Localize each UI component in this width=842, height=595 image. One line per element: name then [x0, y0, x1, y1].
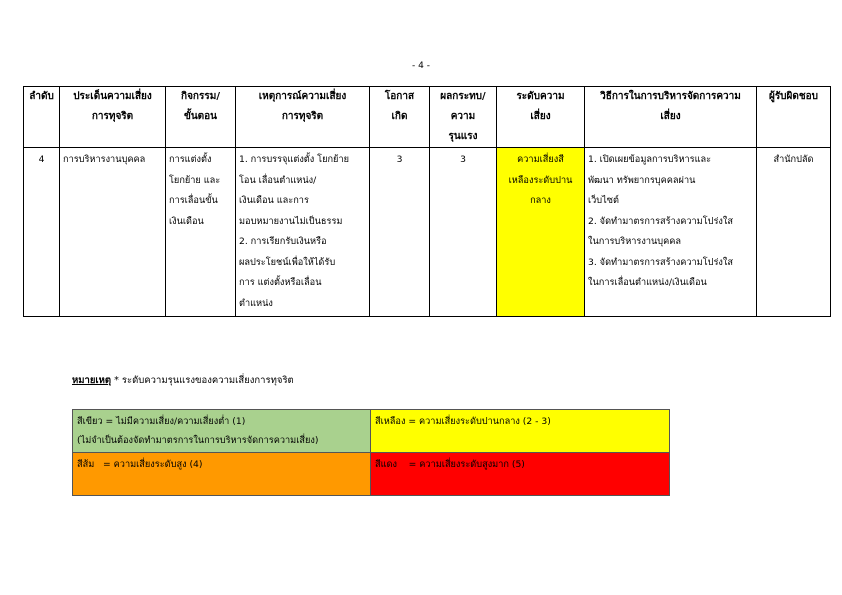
legend-orange: สีส้ม = ความเสี่ยงระดับสูง (4) [73, 453, 371, 496]
cell-no: 4 [24, 148, 60, 317]
cell-likelihood: 3 [370, 148, 430, 317]
legend-green: สีเขียว = ไม่มีความเสี่ยง/ความเสี่ยงต่ำ (1) (ไม่จำเป็นต้องจัดทำมาตรการในการบริหารจัดการความเสี่ยง) [73, 410, 371, 453]
cell-responsible: สำนักปลัด [757, 148, 831, 317]
cell-risk-level: ความเสี่ยงสี เหลืองระดับปาน กลาง [497, 148, 585, 317]
table-header-row [24, 87, 831, 148]
header-no: ลำดับ [24, 87, 60, 148]
cell-management: 1. เปิดเผยข้อมูลการบริหารและ พัฒนา ทรัพยากรบุคคลผ่าน เว็บไซต์ 2. จัดทำมาตรการสร้างความโปร่งใส ในการบริหารงานบุคคล 3. จัดทำมาตรการสร้างความโปร่งใส ในการเลื่อนตำแหน่ง/เงินเดือน [585, 148, 757, 317]
header-activity: กิจกรรม/ ขั้นตอน [166, 87, 236, 148]
header-issue: ประเด็นความเสี่ยง การทุจริต [60, 87, 166, 148]
header-risk-level: ระดับความ เสี่ยง [497, 87, 585, 148]
note-label: หมายเหตุ [72, 375, 112, 386]
header-impact: ผลกระทบ/ ความ รุนแรง [430, 87, 497, 148]
risk-legend [72, 409, 670, 496]
page-number: - 4 - [412, 61, 430, 71]
header-responsible: ผู้รับผิดชอบ [757, 87, 831, 148]
header-management: วิธีการในการบริหารจัดการความ เสี่ยง [585, 87, 757, 148]
note [72, 373, 294, 388]
cell-event: 1. การบรรจุแต่งตั้ง โยกย้าย โอน เลื่อนตำแหน่ง/ เงินเดือน และการ มอบหมายงานไม่เป็นธรรม 2. การเรียกรับเงินหรือ ผลประโยชน์เพื่อให้ได้รับ การ แต่งตั้งหรือเลื่อน ตำแหน่ง [236, 148, 370, 317]
header-likelihood: โอกาส เกิด [370, 87, 430, 148]
cell-activity: การแต่งตั้ง โยกย้าย และ การเลื่อนขั้น เงินเดือน [166, 148, 236, 317]
cell-issue: การบริหารงานบุคคล [60, 148, 166, 317]
header-event: เหตุการณ์ความเสี่ยง การทุจริต [236, 87, 370, 148]
legend-yellow: สีเหลือง = ความเสี่ยงระดับปานกลาง (2 - 3) [371, 410, 670, 453]
table-row [24, 148, 831, 317]
legend-red: สีแดง = ความเสี่ยงระดับสูงมาก (5) [371, 453, 670, 496]
cell-impact: 3 [430, 148, 497, 317]
note-text: * ระดับความรุนแรงของความเสี่ยงการทุจริต [111, 375, 294, 386]
risk-table [23, 86, 831, 317]
